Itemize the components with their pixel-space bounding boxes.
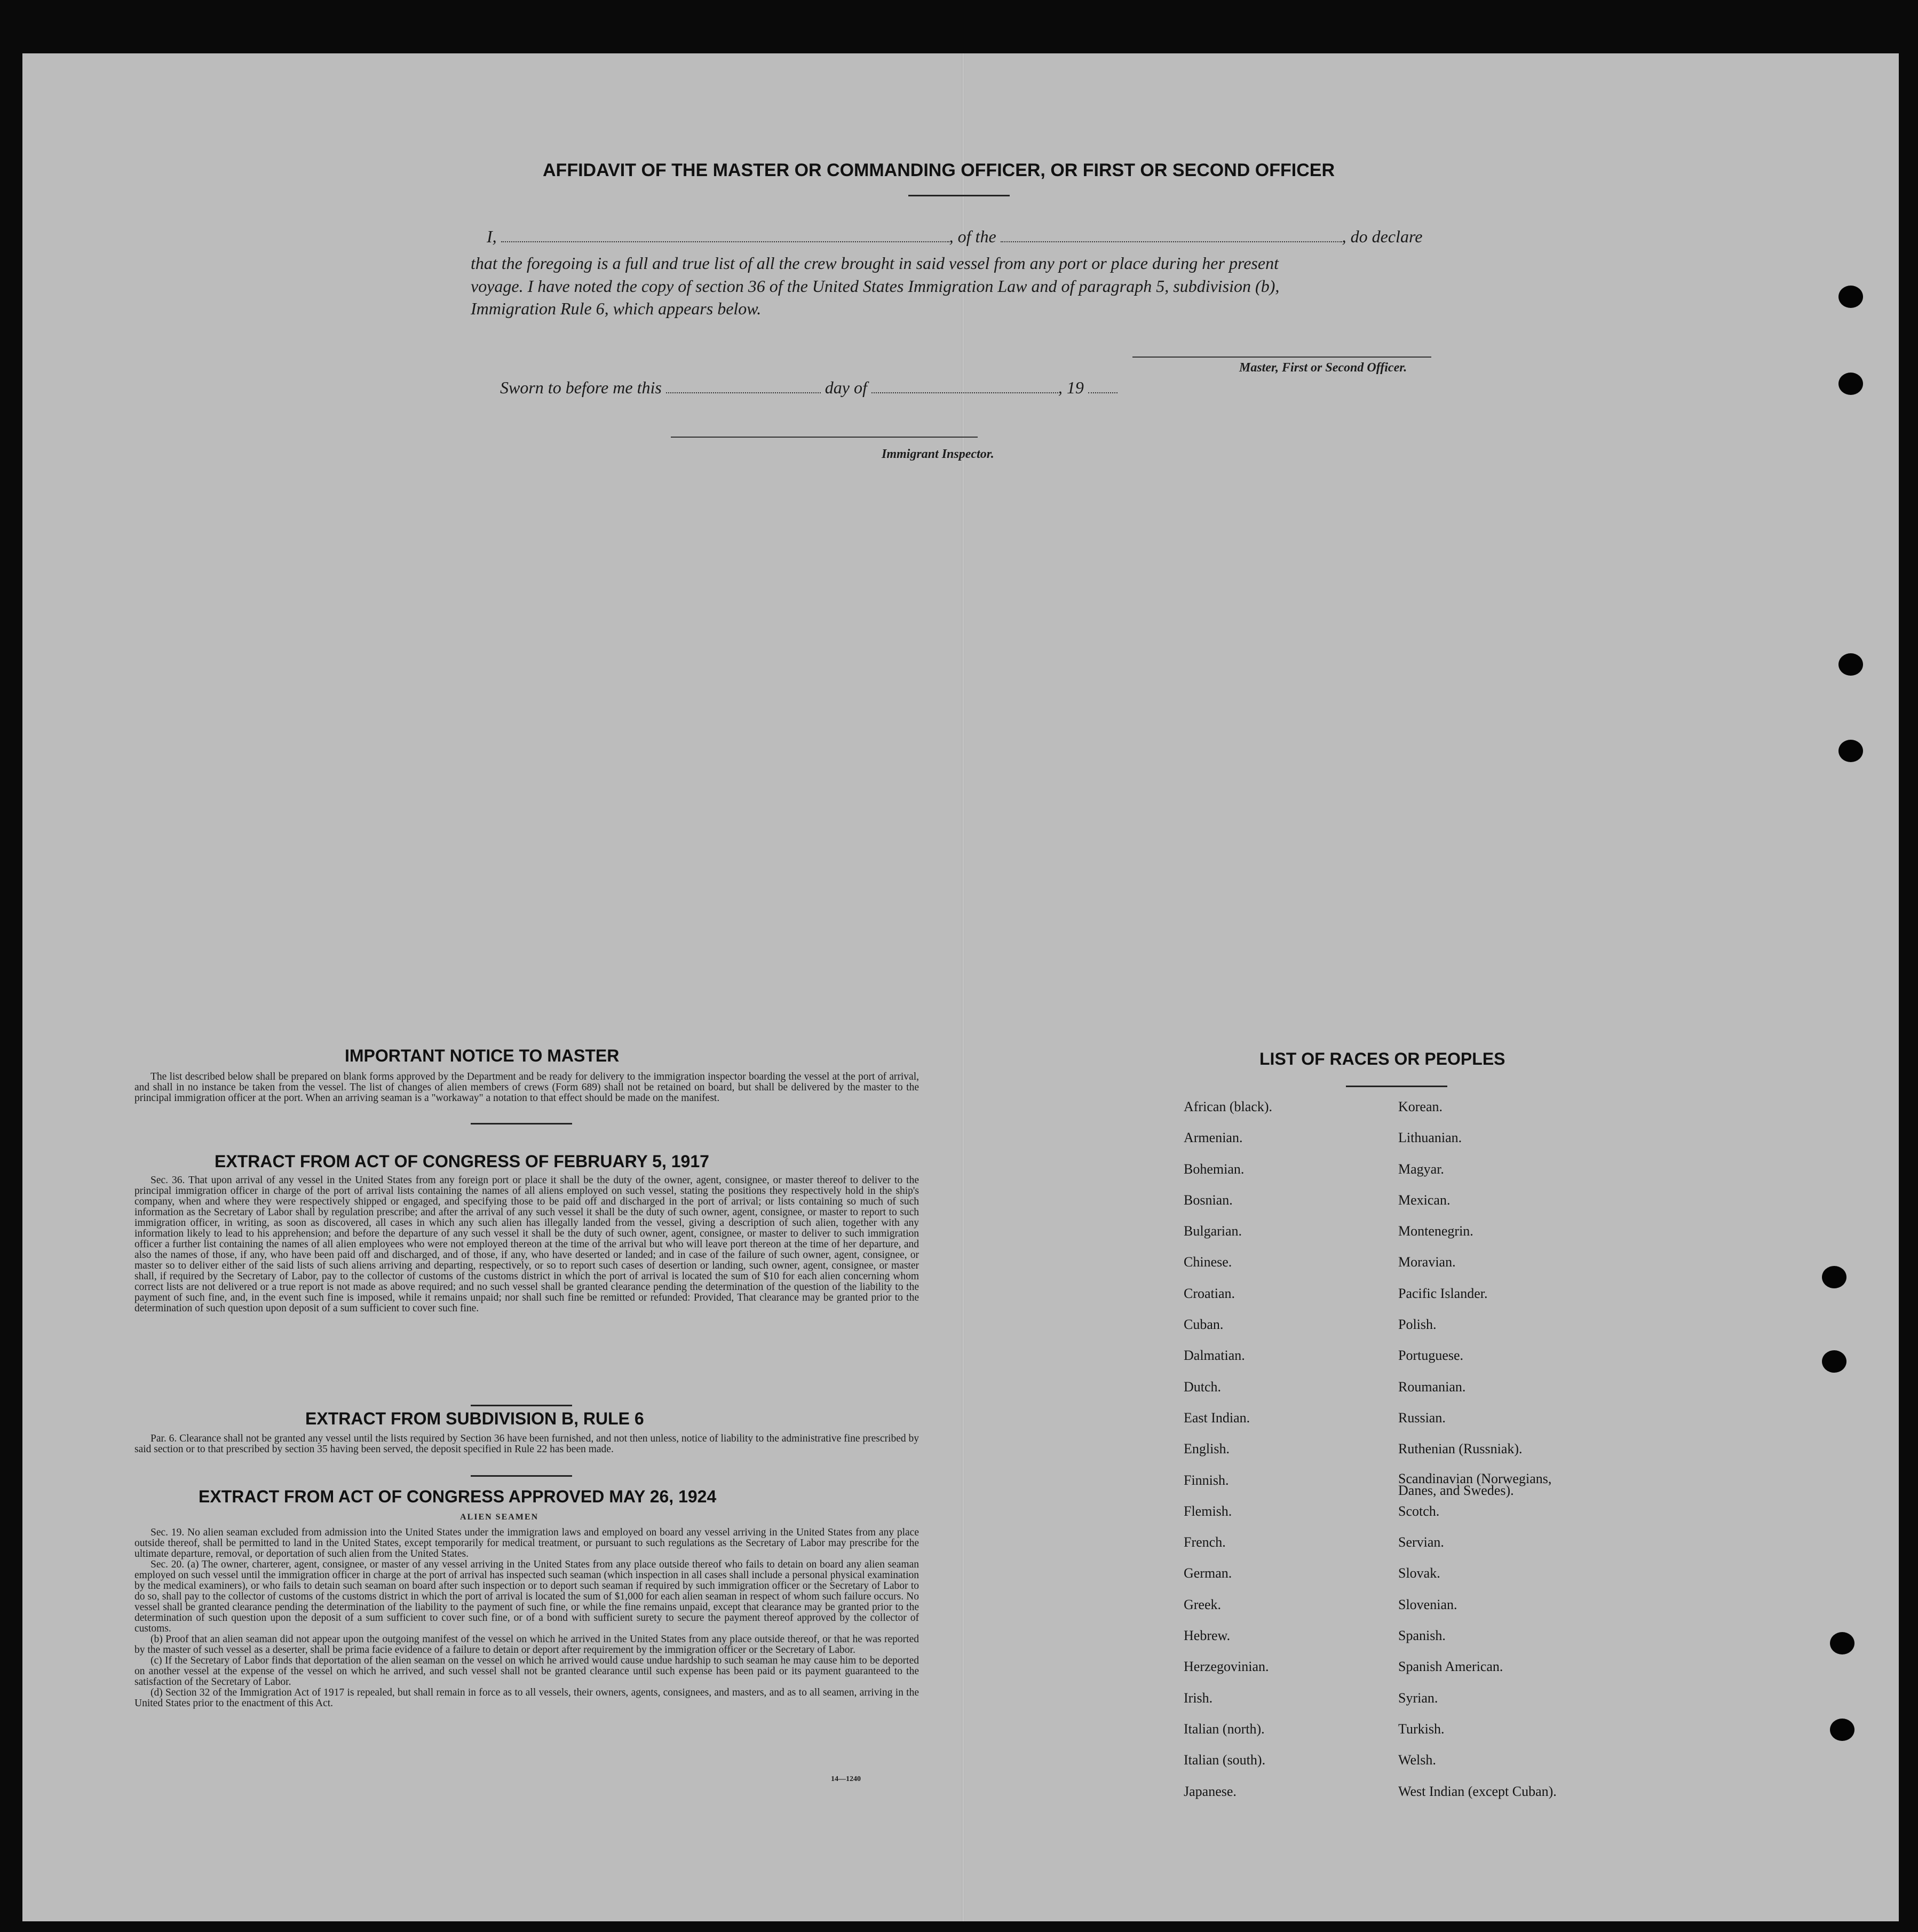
race-item: Servian.	[1398, 1534, 1444, 1550]
races-title: LIST OF RACES OR PEOPLES	[1259, 1049, 1505, 1068]
punch-hole	[1838, 373, 1863, 395]
race-item: Japanese.	[1184, 1783, 1237, 1799]
declaration-text-2: that the foregoing is a full and true list of all the crew brought in said vessel from any port or place during her present	[471, 254, 1279, 273]
divider	[908, 195, 1010, 196]
race-item: Bosnian.	[1184, 1192, 1233, 1208]
declaration-text-3: voyage. I have noted the copy of section 36 of the United States Immigration Law and of paragraph 5, subdivision (b),	[471, 276, 1280, 296]
punch-hole	[1838, 740, 1863, 762]
race-item: Italian (north).	[1184, 1721, 1265, 1737]
race-item: Hebrew.	[1184, 1628, 1231, 1644]
race-item: Welsh.	[1398, 1752, 1436, 1768]
notice-text: The list described below shall be prepared on blank forms approved by the Department and be ready for delivery to the immigration inspector boarding the vessel at the port of arrival, and shall in no instance be taken from the vessel. The list of changes of alien members of crews (Form 689) shall not be retained on board, but shall be delivered by the master to the principal immigration officer at the port. When an arriving seaman is a "workaway" a notation to that effect should be made on the manifest.	[134, 1071, 919, 1104]
declaration-mid: , of the	[949, 227, 996, 246]
section-20d-text: (d) Section 32 of the Immigration Act of 1917 is repealed, but shall remain in force as to all vessels, their owners, agents, consignees, and masters, and as to all seamen, arriving in the United States prior to the enactment of this Act.	[134, 1687, 919, 1709]
race-item: Croatian.	[1184, 1285, 1235, 1301]
sworn-start: Sworn to before me this	[500, 378, 662, 397]
section-19-text: Sec. 19. No alien seaman excluded from admission into the United States under the immigration laws and employed on board any vessel arriving in the United States from any place outside thereof, shall be permitted to land in the United States, except temporarily for medical treatment, or pursuant to such regulations as the Secretary of Labor may prescribe for the ultimate departure, removal, or deportation of such alien from the United States.	[134, 1527, 919, 1559]
race-item: African (black).	[1184, 1099, 1273, 1114]
declaration-line	[487, 227, 1422, 247]
race-item: Flemish.	[1184, 1503, 1232, 1519]
races-left-column	[1184, 1099, 1360, 1815]
rule-6-body	[134, 1434, 919, 1455]
race-item: French.	[1184, 1534, 1226, 1550]
race-item: Magyar.	[1398, 1161, 1444, 1177]
vessel-blank	[1001, 241, 1342, 242]
race-item: Polish.	[1398, 1317, 1437, 1333]
race-item: Spanish American.	[1398, 1659, 1503, 1675]
inspector-label: Immigrant Inspector.	[882, 447, 994, 461]
extract-1917-body	[134, 1175, 919, 1314]
race-item: Cuban.	[1184, 1317, 1224, 1333]
punch-hole	[1838, 653, 1863, 676]
race-item: Ruthenian (Russniak).	[1398, 1441, 1523, 1457]
race-item: German.	[1184, 1565, 1232, 1581]
extract-1917-title: EXTRACT FROM ACT OF CONGRESS OF FEBRUARY 5, 1917	[215, 1152, 709, 1171]
race-item: Turkish.	[1398, 1721, 1445, 1737]
declaration-text-4: Immigration Rule 6, which appears below.	[471, 299, 762, 318]
punch-hole	[1838, 286, 1863, 308]
extract-1924-body	[134, 1527, 919, 1709]
race-item: Syrian.	[1398, 1690, 1438, 1706]
race-item: Lithuanian.	[1398, 1130, 1462, 1146]
divider	[1346, 1086, 1447, 1087]
race-item: Spanish.	[1398, 1628, 1446, 1644]
section-20c-text: (c) If the Secretary of Labor finds that deportation of the alien seaman on the vessel on which he arrived would cause undue hardship to such seaman he may cause him to be deported on another vessel at the expense of the vessel on which he arrived, and such vessel shall not be granted clearance until such expense has been paid or its payment guaranteed to the satisfaction of the Secretary of Labor.	[134, 1655, 919, 1688]
race-item: West Indian (except Cuban).	[1398, 1783, 1557, 1799]
race-item: Italian (south).	[1184, 1752, 1266, 1768]
punch-hole	[1830, 1632, 1854, 1654]
race-item: Portuguese.	[1398, 1348, 1464, 1364]
day-blank	[666, 392, 821, 393]
affidavit-title: AFFIDAVIT OF THE MASTER OR COMMANDING OFFICER, OR FIRST OR SECOND OFFICER	[543, 160, 1335, 180]
section-36-text: Sec. 36. That upon arrival of any vessel in the United States from any foreign port or place it shall be the duty of the owner, agent, consignee, or master thereof to deliver to the principal immigration officer in charge of the port of arrival lists containing the names of all aliens employed on such vessel, stating the positions they respectively hold in the ship's company, when and where they were respectively shipped or engaged, and specifying those to be paid off and discharged in the port of arrival; or lists containing so much of such information as the Secretary of Labor shall by regulation prescribe; and after the arrival of any such vessel it shall be the duty of such owner, agent, consignee, or master to report to such immigration officer, in writing, as soon as discovered, all cases in which any such alien has illegally landed from the vessel, giving a description of such alien, together with any information likely to lead to his apprehension; and before the departure of any such vessel it shall be the duty of such owner, agent, consignee, or master to deliver to such immigration officer a further list containing the names of all alien employees who were not employed thereon at the time of the arrival but who will leave port thereon at the time of her departure, and also the names of those, if any, who have been paid off and discharged, and of those, if any, who have deserted or landed; and in case of the failure of such owner, agent, consignee, or master so to deliver either of the said lists of such aliens arriving and departing, respectively, or so to report such cases of desertion or landing, such owner, agent, consignee, or master shall, if required by the Secretary of Labor, pay to the collector of customs of the customs district in which the port of arrival is located the sum of $10 for each alien concerning whom correct lists are not delivered or a true report is not made as above required; and no such vessel shall be granted clearance pending the determination of the question of the liability to the payment of such fine, and, in the event such fine is imposed, while it remains unpaid; nor shall such fine be remitted or refunded: Provided, That clearance may be granted prior to the determination of such question upon deposit of a sum sufficient to cover such fine.	[134, 1175, 919, 1314]
race-item: Moravian.	[1398, 1254, 1456, 1270]
race-item: Armenian.	[1184, 1130, 1243, 1146]
race-item: Bohemian.	[1184, 1161, 1245, 1177]
declaration-end: , do declare	[1342, 227, 1423, 246]
race-item: Bulgarian.	[1184, 1223, 1242, 1239]
race-item: Mexican.	[1398, 1192, 1451, 1208]
section-20b-text: (b) Proof that an alien seaman did not appear upon the outgoing manifest of the vessel on which he arrived in the United States from any place outside thereof, or that he was reported by the master of such vessel as a deserter, shall be prima facie evidence of a failure to detain or deport after requirement by the immigration officer or the Secretary of Labor.	[134, 1634, 919, 1656]
notice-body	[134, 1072, 919, 1104]
rule-6-title: EXTRACT FROM SUBDIVISION B, RULE 6	[305, 1409, 644, 1428]
race-item: Montenegrin.	[1398, 1223, 1473, 1239]
race-item: Herzegovinian.	[1184, 1659, 1269, 1675]
divider	[471, 1123, 572, 1125]
divider	[471, 1405, 572, 1406]
race-item: Slovenian.	[1398, 1596, 1457, 1612]
race-item: East Indian.	[1184, 1410, 1250, 1426]
race-item: Scotch.	[1398, 1503, 1440, 1519]
punch-hole	[1822, 1266, 1846, 1288]
notice-title: IMPORTANT NOTICE TO MASTER	[345, 1046, 620, 1065]
race-item: Finnish.	[1184, 1472, 1229, 1488]
signature-line	[1132, 357, 1431, 358]
sworn-end: , 19	[1058, 378, 1084, 397]
inspector-signature-line	[671, 437, 978, 438]
race-item: Chinese.	[1184, 1254, 1232, 1270]
race-item: Scandinavian (Norwegians, Danes, and Swedes).	[1398, 1470, 1552, 1498]
punch-hole	[1830, 1719, 1854, 1741]
race-item: Dutch.	[1184, 1379, 1222, 1395]
form-number: 14—1240	[831, 1775, 861, 1783]
section-20a-text: Sec. 20. (a) The owner, charterer, agent, consignee, or master of any vessel arriving in the United States from any place outside thereof who fails to detain on board any alien seaman employed on such vessel until the immigration officer in charge at the port of arrival has inspected such seaman (which inspection in all cases shall include a personal physical examination by the medical examiners), or who fails to detain such seaman on board after such inspection or to deport such seaman if required by such immigration officer or the Secretary of Labor to do so, shall pay to the collector of customs of the customs district in which the port of arrival is located the sum of $1,000 for each alien seaman in respect of whom such failure occurs. No vessel shall be granted clearance pending the determination of the liability to the payment of such fine, or while the fine remains unpaid, except that clearance may be granted prior to the determination of such question upon the deposit of a sum sufficient to cover such fine, or of a bond with sufficient surety to secure the payment thereof approved by the collector of customs.	[134, 1559, 919, 1634]
sworn-mid: day of	[825, 378, 867, 397]
races-right-column	[1398, 1099, 1622, 1815]
race-item: Dalmatian.	[1184, 1348, 1245, 1364]
race-item: Russian.	[1398, 1410, 1446, 1426]
sworn-line	[500, 378, 1117, 398]
race-item: Slovak.	[1398, 1565, 1440, 1581]
race-item: English.	[1184, 1441, 1230, 1457]
month-blank	[871, 392, 1058, 393]
race-item: Pacific Islander.	[1398, 1285, 1488, 1301]
signer-label: Master, First or Second Officer.	[1239, 361, 1407, 375]
punch-hole	[1822, 1350, 1846, 1373]
divider	[471, 1475, 572, 1477]
race-item: Korean.	[1398, 1099, 1443, 1114]
extract-1924-title: EXTRACT FROM ACT OF CONGRESS APPROVED MAY 26, 1924	[199, 1487, 717, 1506]
year-blank	[1088, 392, 1117, 393]
paragraph-6-text: Par. 6. Clearance shall not be granted any vessel until the lists required by Section 36 have been furnished, and not then unless, notice of liability to the administrative fine prescribed by said section or to that prescribed by section 35 having been served, the deposit specified in Rule 22 has been made.	[134, 1433, 919, 1455]
race-item: Roumanian.	[1398, 1379, 1466, 1395]
declaration-start: I,	[487, 227, 497, 246]
document-page	[22, 53, 1899, 1921]
alien-seamen-subtitle: ALIEN SEAMEN	[460, 1513, 539, 1522]
race-item: Irish.	[1184, 1690, 1213, 1706]
fold-crease	[962, 53, 965, 1921]
name-blank	[501, 241, 949, 242]
race-item: Greek.	[1184, 1596, 1222, 1612]
